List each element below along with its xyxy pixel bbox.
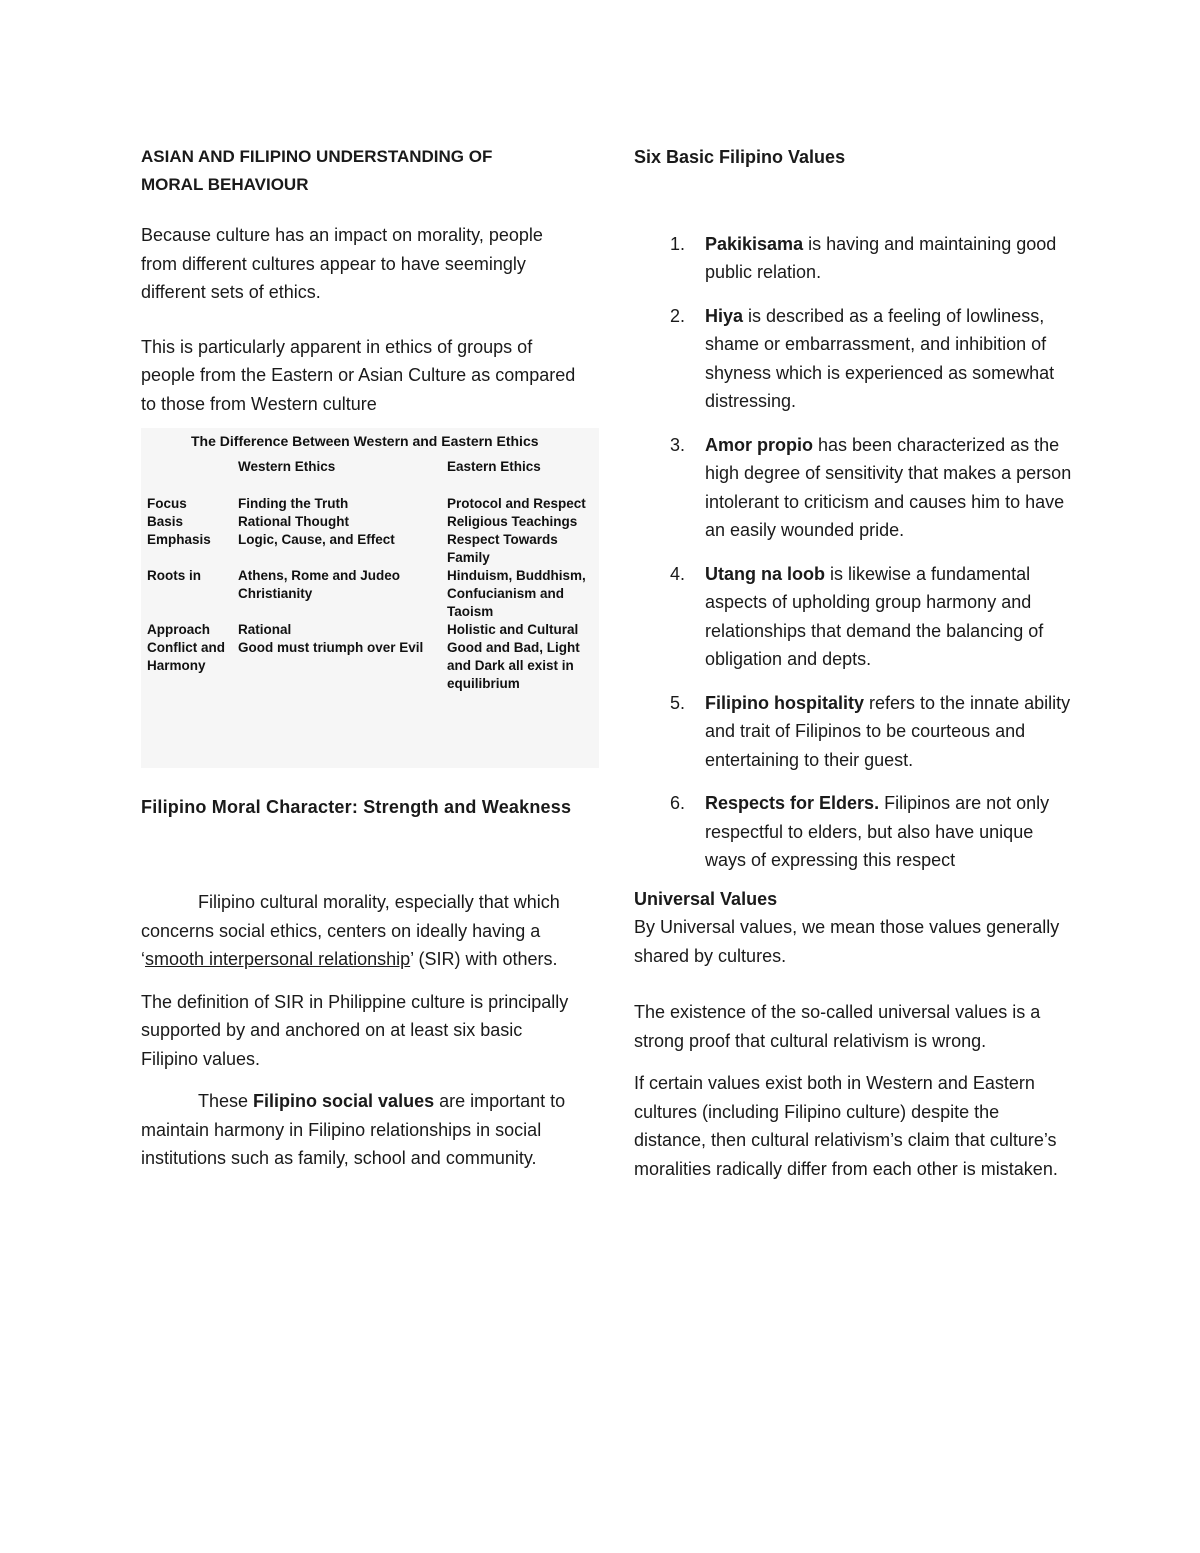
ethics-row-label: Basis: [147, 514, 184, 529]
list-item-term: Amor propio: [705, 434, 813, 455]
document-title: [141, 143, 581, 199]
intro-paragraph: Because culture has an impact on morality, people from different cultures appear to have seemingly different sets of ethics.: [141, 225, 543, 302]
ethics-row: [147, 639, 595, 693]
ethics-row-eastern: Good and Bad, Light and Dark all exist in equilibrium: [447, 640, 580, 691]
ethics-row: [147, 531, 595, 567]
values-list: [634, 230, 1074, 875]
ethics-row: [147, 567, 595, 621]
ethics-row-western: Good must triumph over Evil: [238, 640, 424, 655]
ethics-comparison-table: [141, 428, 599, 768]
ethics-table-grid: [147, 458, 595, 693]
list-item-text: is having and maintaining good public relation.: [705, 233, 1057, 282]
ethics-row: [147, 513, 595, 531]
sir-paragraph: [141, 888, 581, 974]
universal-values-definition: By Universal values, we mean those values generally shared by cultures.: [634, 917, 1060, 966]
list-item-text: Filipinos are not only respectful to elders, but also have unique ways of expressing this respect: [705, 793, 1050, 870]
list-item-number: 4.: [670, 563, 686, 584]
eastern-western-paragraph: This is particularly apparent in ethics of groups of people from the Eastern or Asian Culture as compared to those from Western culture: [141, 336, 576, 414]
list-item-term: Utang na loob: [705, 563, 825, 584]
list-item-text: has been characterized as the high degree of sensitivity that makes a person intolerant to criticism and causes him to have an easily wounded pride.: [705, 434, 1072, 540]
ethics-row-label: Focus: [147, 496, 187, 511]
ethics-header-row: [147, 458, 595, 495]
ethics-header-eastern: Eastern Ethics: [447, 459, 541, 474]
list-item-number: 6.: [670, 793, 686, 813]
sir-text-before: Filipino cultural morality, especially that which concerns social ethics, centers on ideally having a ‘: [141, 892, 560, 969]
list-item: [634, 302, 1074, 416]
ethics-header-blank: [147, 458, 238, 495]
social-values-bold-term: Filipino social values: [253, 1091, 435, 1111]
list-item: [634, 431, 1074, 545]
ethics-row-eastern: Holistic and Cultural: [447, 622, 579, 637]
list-item: [634, 789, 1074, 875]
list-item-term: Respects for Elders.: [705, 793, 880, 813]
ethics-row-western: Logic, Cause, and Effect: [238, 532, 395, 547]
title-line-2: MORAL BEHAVIOUR: [141, 175, 309, 194]
ethics-row-eastern: Protocol and Respect: [447, 496, 586, 511]
list-item-term: Pakikisama: [705, 233, 804, 254]
left-column: [141, 143, 586, 1187]
ethics-table-title: The Difference Between Western and Eastern Ethics: [191, 433, 539, 449]
list-item-term: Hiya: [705, 305, 744, 326]
universal-values-heading: Universal Values: [634, 888, 778, 909]
list-item-text: refers to the innate ability and trait of Filipinos to be courteous and entertaining to their guest.: [705, 692, 1071, 770]
list-item: [634, 689, 1074, 775]
list-item-number: 5.: [670, 692, 686, 713]
list-item-text: is described as a feeling of lowliness, shame or embarrassment, and inhibition of shyness which is experienced as somewhat distressing.: [705, 305, 1055, 411]
right-column: [634, 143, 1074, 1197]
list-item-number: 3.: [670, 434, 686, 455]
ethics-row-label: Approach: [147, 622, 211, 637]
universal-values-proof: The existence of the so-called universal values is a strong proof that cultural relativism is wrong.: [634, 1002, 1041, 1051]
title-line-1: ASIAN AND FILIPINO UNDERSTANDING OF: [141, 147, 493, 166]
spacer: [634, 970, 1074, 998]
ethics-row-eastern: Religious Teachings: [447, 514, 578, 529]
six-values-heading: Six Basic Filipino Values: [634, 147, 846, 167]
ethics-row-eastern: Respect Towards Family: [447, 532, 558, 565]
sir-definition-paragraph: The definition of SIR in Philippine culture is principally supported by and anchored on at least six basic Filipino values.: [141, 991, 569, 1069]
list-item-number: 1.: [670, 233, 686, 254]
list-item: [634, 230, 1074, 287]
list-item-term: Filipino hospitality: [705, 692, 864, 713]
cultural-relativism-paragraph: If certain values exist both in Western and Eastern cultures (including Filipino culture) despite the distance, then cultural relativism’s claim that culture’s moralities radically differ from each other is mistaken.: [634, 1073, 1058, 1179]
social-values-text-after: are important to maintain harmony in Filipino relationships in social institutions such as family, school and community.: [141, 1091, 566, 1168]
ethics-row-eastern: Hinduism, Buddhism, Confucianism and Taoism: [447, 568, 586, 619]
ethics-row-western: Rational: [238, 622, 292, 637]
ethics-row: [147, 495, 595, 513]
list-item-number: 2.: [670, 305, 686, 326]
ethics-row-label: Roots in: [147, 568, 201, 583]
sir-text-after: ’ (SIR) with others.: [410, 949, 558, 969]
ethics-row-western: Rational Thought: [238, 514, 349, 529]
ethics-row-western: Athens, Rome and Judeo Christianity: [238, 568, 401, 601]
list-item-text: is likewise a fundamental aspects of upholding group harmony and relationships that demand the balancing of obligation and depts.: [705, 563, 1044, 669]
social-values-paragraph: [141, 1087, 581, 1173]
ethics-row-western: Finding the Truth: [238, 496, 349, 511]
ethics-row-label: Emphasis: [147, 532, 211, 547]
ethics-row: [147, 621, 595, 639]
list-item: [634, 560, 1074, 674]
ethics-row-label: Conflict and Harmony: [147, 640, 225, 673]
sir-underlined-term: smooth interpersonal relationship: [145, 949, 411, 969]
ethics-header-western: Western Ethics: [238, 459, 336, 474]
moral-character-heading: Filipino Moral Character: Strength and Weakness: [141, 797, 572, 817]
social-values-text-before: These: [198, 1091, 254, 1111]
